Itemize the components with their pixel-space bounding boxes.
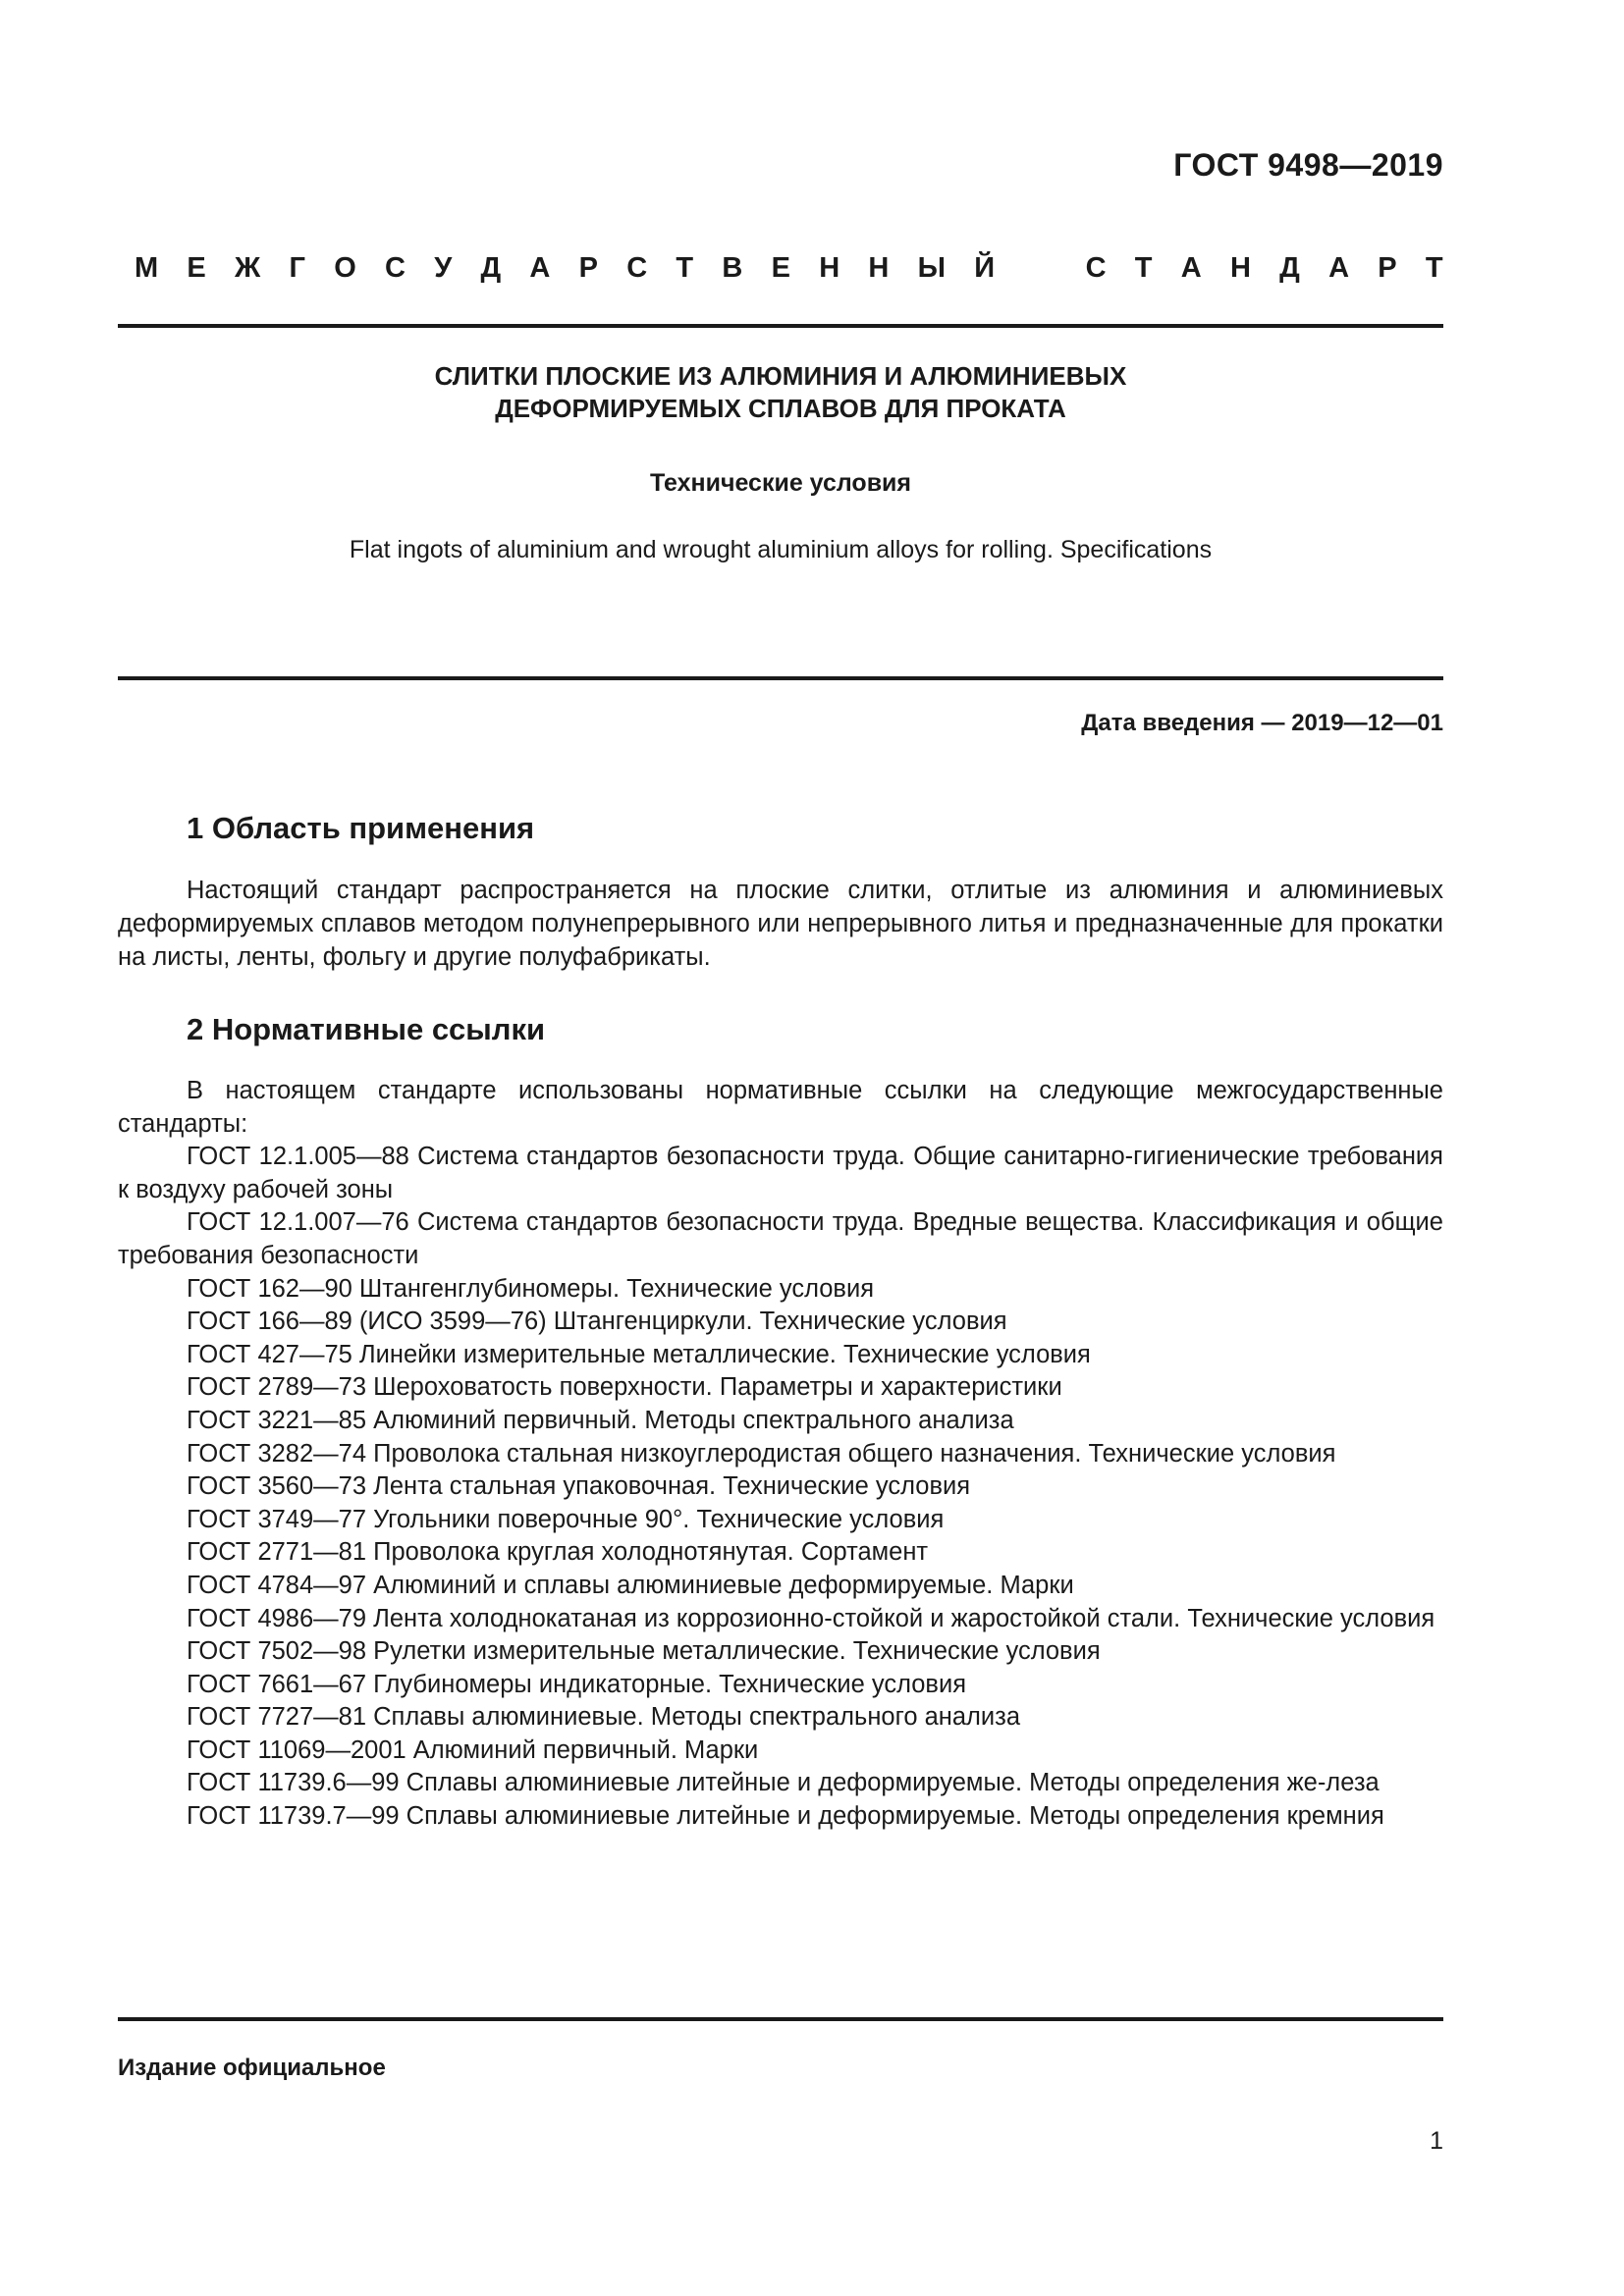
letter: У (434, 251, 453, 284)
title-line: ДЕФОРМИРУЕМЫХ СПЛАВОВ ДЛЯ ПРОКАТА (495, 394, 1066, 423)
reference-item: ГОСТ 11739.7—99 Сплавы алюминиевые литейные и деформируемые. Методы определения кремния (187, 1802, 1384, 1831)
reference-item: ГОСТ 11069—2001 Алюминий первичный. Марки (187, 1735, 759, 1764)
letter: А (1180, 251, 1202, 284)
reference-item: ГОСТ 3749—77 Угольники поверочные 90°. Технические условия (187, 1505, 945, 1533)
reference-item: ГОСТ 2771—81 Проволока круглая холоднотянутая. Сортамент (187, 1538, 929, 1567)
letter: Ы (917, 251, 946, 284)
letter: Р (1378, 251, 1397, 284)
letter: М (135, 251, 159, 284)
reference-intro: В настоящем стандарте использованы нормативные ссылки на следующие межгосударственные стандарты: (118, 1077, 1443, 1138)
section-paragraph: Настоящий стандарт распространяется на плоские слитки, отлитые из алюминия и алюминиевых деформируемых сплавов методом полунепрерывного или непрерывного литья и предназначенные для прокатки на листы, ленты, фольгу и другие полуфабрикаты. (118, 877, 1443, 971)
letter: Г (289, 251, 305, 284)
reference-item: ГОСТ 7661—67 Глубиномеры индикаторные. Технические условия (187, 1670, 967, 1698)
letter: Т (1425, 251, 1443, 284)
letter: Т (676, 251, 694, 284)
introduction-date: Дата введения — 2019—12—01 (1081, 710, 1443, 736)
reference-item: ГОСТ 11739.6—99 Сплавы алюминиевые литейные и деформируемые. Методы определения же-леза (187, 1769, 1380, 1797)
letter: Ж (235, 251, 261, 284)
title-line: СЛИТКИ ПЛОСКИЕ ИЗ АЛЮМИНИЯ И АЛЮМИНИЕВЫХ (434, 361, 1127, 391)
references-list (118, 1075, 1443, 1834)
reference-item: ГОСТ 3560—73 Лента стальная упаковочная. Технические условия (187, 1472, 971, 1501)
letter: Н (1229, 251, 1251, 284)
section-heading: 2 Нормативные ссылки (187, 1012, 546, 1046)
letter: Т (1134, 251, 1153, 284)
letter: Е (187, 251, 206, 284)
reference-item: ГОСТ 4986—79 Лента холоднокатаная из коррозионно-стойкой и жаростойкой стали. Технические условия (187, 1604, 1435, 1632)
letter: Е (771, 251, 790, 284)
reference-item: ГОСТ 3221—85 Алюминий первичный. Методы спектрального анализа (187, 1406, 1014, 1434)
reference-item: ГОСТ 2789—73 Шероховатость поверхности. Параметры и характеристики (187, 1373, 1062, 1402)
letter: В (722, 251, 743, 284)
letter: Д (1279, 251, 1300, 284)
document-title (118, 360, 1443, 425)
letter: С (385, 251, 406, 284)
reference-item: ГОСТ 12.1.007—76 Система стандартов безопасности труда. Вредные вещества. Классификация и общие требования безопасности (118, 1208, 1443, 1269)
letter: Н (868, 251, 890, 284)
reference-item: ГОСТ 12.1.005—88 Система стандартов безопасности труда. Общие санитарно-гигиенические требования к воздуху рабочей зоны (118, 1143, 1443, 1203)
letter: Й (974, 251, 996, 284)
english-title: Flat ingots of aluminium and wrought aluminium alloys for rolling. Specifications (349, 536, 1213, 563)
letter: Н (819, 251, 840, 284)
reference-item: ГОСТ 166—89 (ИСО 3599—76) Штангенциркули. Технические условия (187, 1308, 1007, 1336)
letter: С (626, 251, 648, 284)
official-edition-label: Издание официальное (118, 2055, 386, 2081)
letter: Д (480, 251, 502, 284)
divider-top (118, 324, 1443, 328)
letter: О (334, 251, 356, 284)
divider-middle (118, 676, 1443, 680)
reference-item: ГОСТ 3282—74 Проволока стальная низкоуглеродистая общего назначения. Технические условия (187, 1439, 1336, 1468)
page-number: 1 (1430, 2127, 1443, 2155)
gost-number: ГОСТ 9498—2019 (1173, 147, 1443, 183)
interstate-standard-label (135, 248, 1443, 288)
section-heading: 1 Область применения (187, 811, 535, 845)
letter: С (1085, 251, 1107, 284)
letter: А (529, 251, 551, 284)
letter: Р (578, 251, 598, 284)
document-subtitle: Технические условия (649, 469, 912, 497)
reference-item: ГОСТ 162—90 Штангенглубиномеры. Технические условия (187, 1274, 875, 1303)
divider-bottom (118, 2017, 1443, 2021)
reference-item: ГОСТ 7727—81 Сплавы алюминиевые. Методы спектрального анализа (187, 1703, 1021, 1732)
reference-item: ГОСТ 7502—98 Рулетки измерительные металлические. Технические условия (187, 1637, 1101, 1666)
reference-item: ГОСТ 427—75 Линейки измерительные металлические. Технические условия (187, 1340, 1091, 1368)
reference-item: ГОСТ 4784—97 Алюминий и сплавы алюминиевые деформируемые. Марки (187, 1571, 1074, 1599)
letter: А (1328, 251, 1350, 284)
